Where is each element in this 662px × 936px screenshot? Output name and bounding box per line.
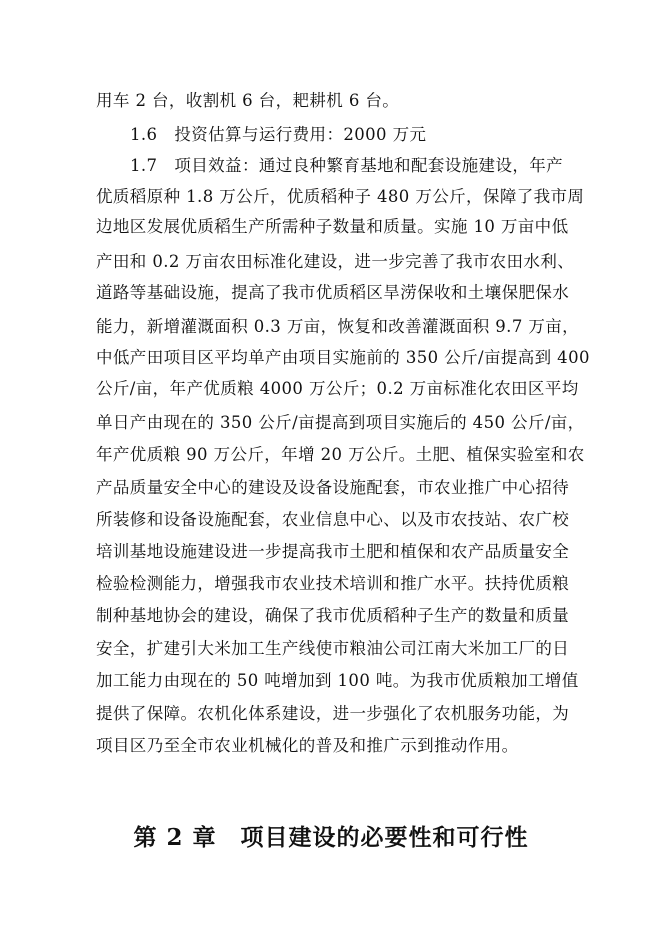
text-line-6: 产田和 0.2 万亩农田标准化建设，进一步完善了我市农田水利、 [96, 252, 575, 271]
text-line-16: 检验检测能力，增强我市农业技术培训和推广水平。扶持优质粮 [96, 574, 570, 593]
text-line-11: 单日产由现在的 350 公斤/亩提高到项目实施后的 450 公斤/亩， [96, 413, 585, 432]
text-line-21: 项目区乃至全市农业机械化的普及和推广示到推动作用。 [96, 736, 519, 755]
text-line-13: 产品质量安全中心的建设及设备设施配套，市农业推广中心招待 [96, 478, 570, 497]
text-line-3: 1.7 项目效益：通过良种繁育基地和配套设施建设，年产 [130, 156, 564, 175]
text-line-20: 提供了保障。农机化体系建设，进一步强化了农机服务功能，为 [96, 704, 570, 723]
text-line-18: 安全，扩建引大米加工生产线使市粮油公司江南大米加工厂的日 [96, 639, 570, 658]
text-line-12: 年产优质粮 90 万公斤，年增 20 万公斤。土肥、植保实验室和农 [96, 445, 585, 464]
text-line-14: 所装修和设备设施配套，农业信息中心、以及市农技站、农广校 [96, 510, 570, 529]
text-line-17: 制种基地协会的建设，确保了我市优质稻种子生产的数量和质量 [96, 606, 570, 625]
text-line-7: 道路等基础设施，提高了我市优质稻区旱涝保收和土壤保肥保水 [96, 283, 570, 302]
text-line-9: 中低产田项目区平均单产由项目实施前的 350 公斤/亩提高到 400 [96, 348, 590, 367]
text-line-5: 边地区发展优质稻生产所需种子数量和质量。实施 10 万亩中低 [96, 217, 569, 236]
text-line-15: 培训基地设施建设进一步提高我市土肥和植保和农产品质量安全 [96, 542, 570, 561]
text-line-4: 优质稻原种 1.8 万公斤，优质稻种子 480 万公斤，保障了我市周 [96, 187, 585, 206]
text-line-2: 1.6 投资估算与运行费用：2000 万元 [130, 125, 427, 144]
text-line-10: 公斤/亩，年产优质粮 4000 万公斤；0.2 万亩标准化农田区平均 [96, 379, 579, 398]
chapter-heading: 第 2 章 项目建设的必要性和可行性 [133, 824, 529, 851]
text-line-8: 能力，新增灌溉面积 0.3 万亩，恢复和改善灌溉面积 9.7 万亩， [96, 317, 580, 336]
text-line-1: 用车 2 台，收割机 6 台，耙耕机 6 台。 [96, 91, 400, 110]
text-line-19: 加工能力由现在的 50 吨增加到 100 吨。为我市优质粮加工增值 [96, 671, 579, 690]
